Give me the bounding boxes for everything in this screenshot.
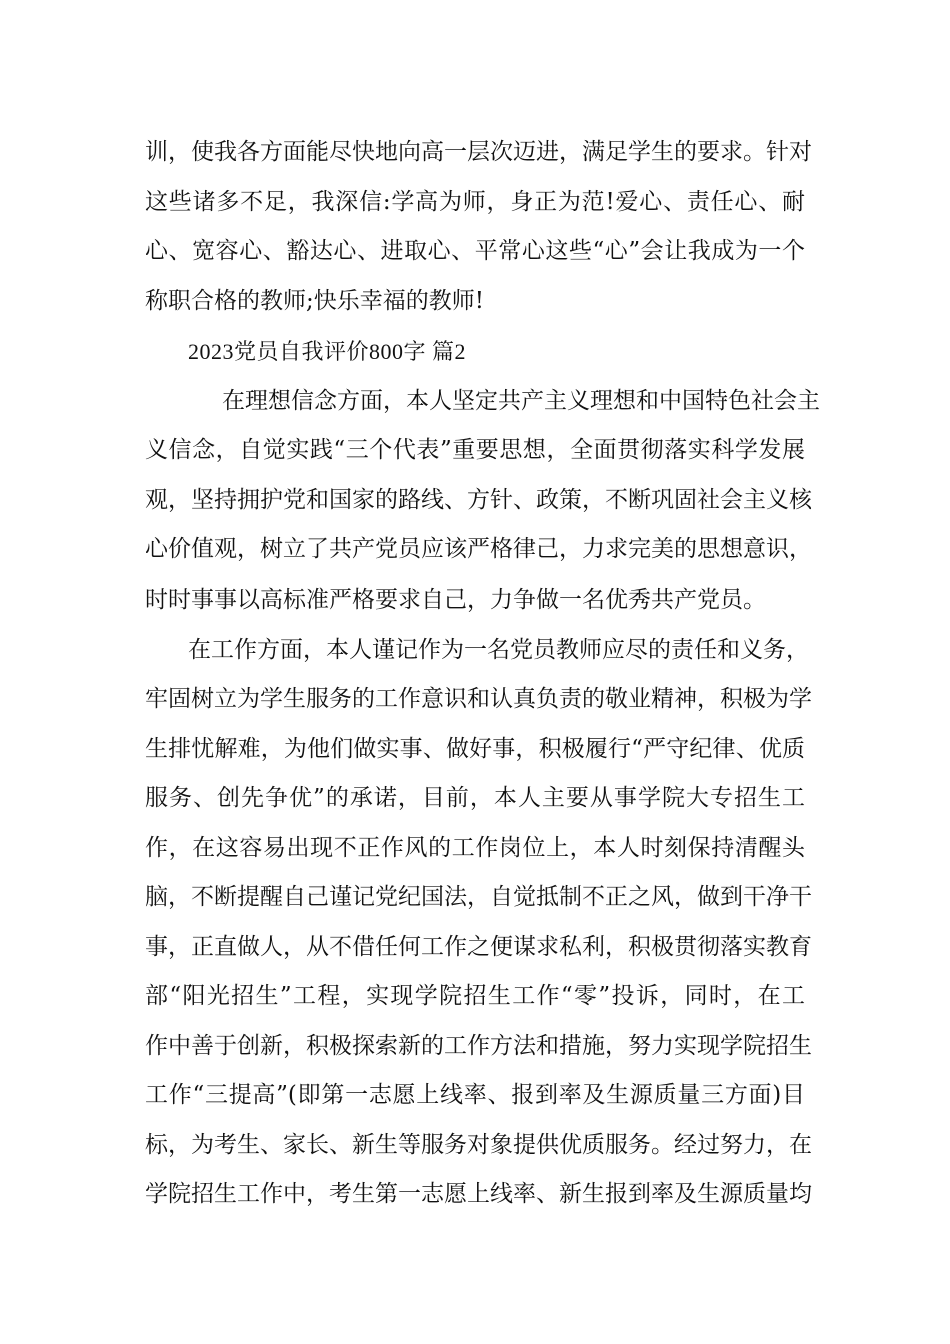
text-line: 作，在这容易出现不正作风的工作岗位上，本人时刻保持清醒头 (145, 835, 805, 861)
text-line: 工作“三提高”(即第一志愿上线率、报到率及生源质量三方面)目 (145, 1082, 805, 1108)
paragraph-first-line: 在工作方面，本人谨记作为一名党员教师应尽的责任和义务， (188, 637, 809, 663)
paragraph-first-line: 在理想信念方面，本人坚定共产主义理想和中国特色社会主 (222, 388, 820, 414)
text-line: 心、宽容心、豁达心、进取心、平常心这些“心”会让我成为一个 (145, 238, 805, 264)
text-line: 标，为考生、家长、新生等服务对象提供优质服务。经过努力，在 (145, 1132, 812, 1158)
section-heading: 2023党员自我评价800字 篇2 (188, 339, 467, 364)
text-line: 学院招生工作中，考生第一志愿上线率、新生报到率及生源质量均 (145, 1181, 812, 1207)
text-line: 事，正直做人，从不借任何工作之便谋求私利，积极贯彻落实教育 (145, 934, 812, 960)
text-line: 服务、创先争优”的承诺，目前，本人主要从事学院大专招生工 (145, 785, 805, 811)
text-line: 义信念，自觉实践“三个代表”重要思想，全面贯彻落实科学发展 (145, 437, 805, 463)
text-line: 称职合格的教师;快乐幸福的教师! (145, 288, 484, 314)
text-line: 作中善于创新，积极探索新的工作方法和措施，努力实现学院招生 (145, 1033, 812, 1059)
text-line: 牢固树立为学生服务的工作意识和认真负责的敬业精神，积极为学 (145, 686, 812, 712)
text-line: 这些诸多不足，我深信:学高为师，身正为范!爱心、责任心、耐 (145, 189, 805, 215)
text-line: 观，坚持拥护党和国家的路线、方针、政策，不断巩固社会主义核 (145, 487, 812, 513)
text-line: 时时事事以高标准严格要求自己，力争做一名优秀共产党员。 (145, 587, 766, 613)
text-line: 脑，不断提醒自己谨记党纪国法，自觉抵制不正之风，做到干净干 (145, 884, 812, 910)
text-line: 训，使我各方面能尽快地向高一层次迈进，满足学生的要求。针对 (145, 139, 812, 165)
text-line: 心价值观，树立了共产党员应该严格律己，力求完美的思想意识， (145, 536, 812, 562)
text-line: 部“阳光招生”工程，实现学院招生工作“零”投诉，同时，在工 (145, 983, 805, 1009)
text-line: 生排忧解难，为他们做实事、做好事，积极履行“严守纪律、优质 (145, 736, 805, 762)
